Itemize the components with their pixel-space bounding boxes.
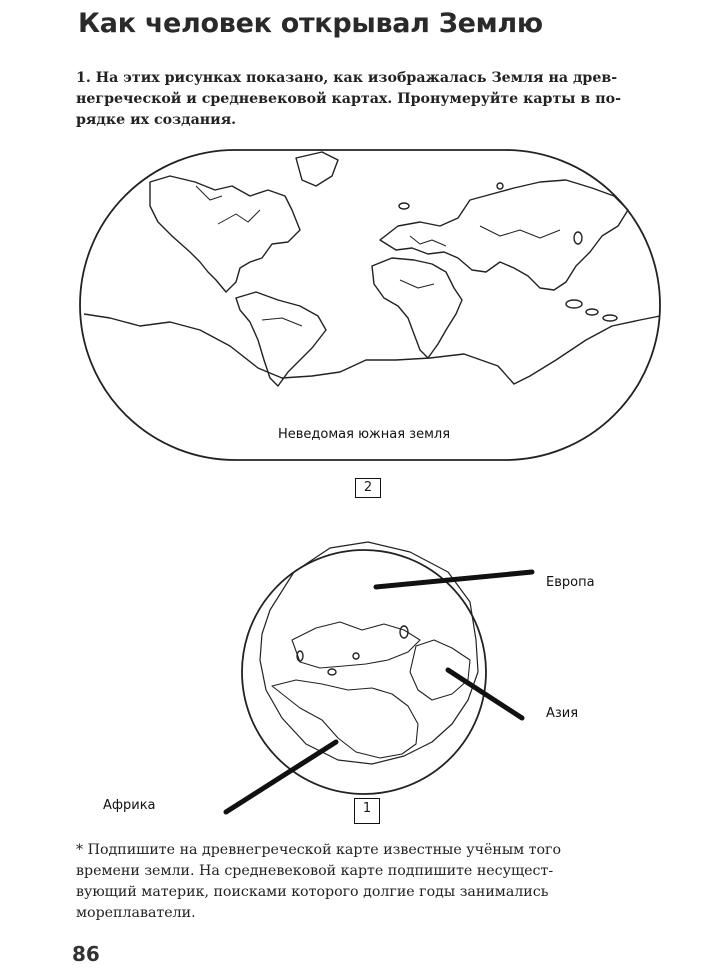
footnote-line: * Подпишите на древнегреческой карте известные учёным того — [76, 842, 562, 858]
greenland-outline — [296, 152, 338, 186]
medieval-map-frame — [80, 150, 660, 460]
africa-pointer-line — [226, 742, 336, 812]
europe-pointer-line — [376, 572, 532, 587]
medieval-world-map — [80, 150, 660, 460]
medieval-map-number-box[interactable]: 2 — [355, 478, 381, 498]
europe-label: Европа — [546, 575, 595, 590]
greek-map-inner-ocean — [260, 542, 478, 764]
page-number: 86 — [72, 942, 100, 966]
page-title: Как человек открывал Землю — [78, 8, 543, 39]
north-america-outline — [150, 176, 300, 292]
africa-outline — [372, 258, 462, 358]
greek-map-africa — [272, 680, 418, 758]
asia-label: Азия — [546, 706, 579, 721]
unknown-southern-land-boundary — [84, 314, 660, 384]
greek-map-number-box[interactable]: 1 — [354, 798, 380, 824]
footnote-text — [76, 840, 664, 924]
unknown-southern-land-label: Неведомая южная земля — [278, 427, 451, 442]
question-line: рядке их создания. — [76, 112, 237, 128]
footnote-line: вующий материк, поисками которого долгие годы занимались — [76, 884, 549, 900]
greek-map-asia — [410, 640, 470, 700]
footnote-line: мореплаватели. — [76, 905, 196, 921]
south-america-outline — [236, 292, 326, 386]
question-line: негреческой и средневековой картах. Пронумеруйте карты в по- — [76, 91, 621, 107]
africa-label: Африка — [103, 798, 156, 813]
question-line: 1. На этих рисунках показано, как изображалась Земля на древ- — [76, 70, 618, 86]
footnote-line: времени земли. На средневековой карте подпишите несущест- — [76, 863, 554, 879]
